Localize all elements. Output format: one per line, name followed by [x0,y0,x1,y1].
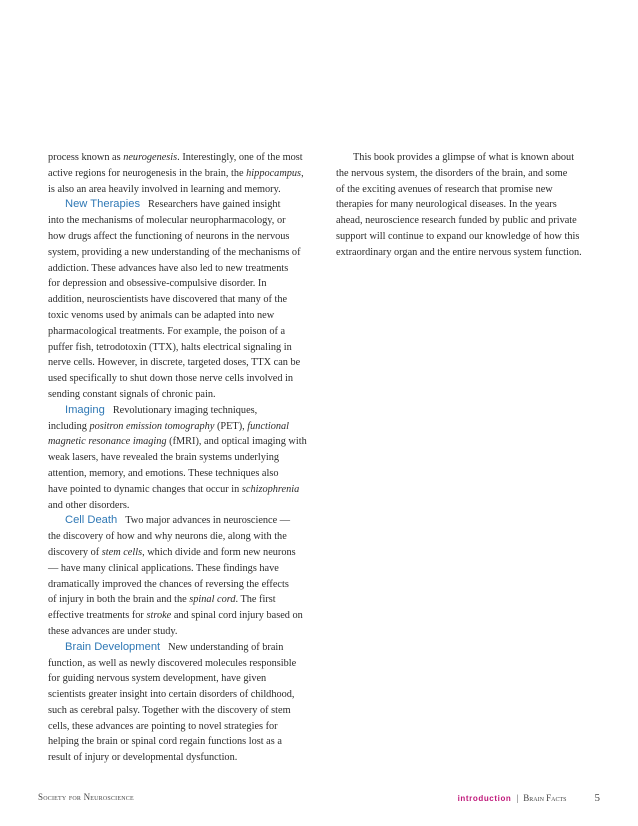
text-line: into the mechanisms of molecular neuropharmacology, or [48,215,286,227]
text-line: weak lasers, have revealed the brain systems underlying [48,452,280,464]
text-line: pharmacological treatments. For example, the poison of a [48,325,286,337]
footer-organization: Society for Neuroscience [38,792,134,802]
text-line: of injury in both the brain and the spinal cord. The first [48,594,276,606]
text-line: for depression and obsessive-compulsive disorder. In [48,278,267,290]
text-line: the nervous system, the disorders of the brain, and some [336,167,568,179]
heading-imaging: Imaging [65,403,105,416]
footer-separator: | [516,793,519,803]
text-line: attention, memory, and emotions. These techniques also [48,467,279,479]
right-column [336,150,594,261]
text-line: toxic venoms used by animals can be adapted into new [48,309,275,321]
paragraph-start: Cell Death Two major advances in neuroscience — [65,514,291,527]
text-line: discovery of stem cells, which divide and form new neurons [48,546,296,558]
text-line: have pointed to dynamic changes that occur in schizophrenia [48,483,300,495]
heading-new-therapies: New Therapies [65,198,141,211]
text-line: addition, neuroscientists have discovered that many of the [48,294,288,306]
text-line: addiction. These advances have also led to new treatments [48,262,289,274]
text-line: process known as neurogenesis. Interestingly, one of the most [48,152,303,163]
text-line: scientists greater insight into certain disorders of childhood, [48,689,295,701]
text-line: including positron emission tomography (PET), functional [48,420,290,432]
text-line: active regions for neurogenesis in the brain, the hippocampus, [48,167,304,179]
text-line: such as cerebral palsy. Together with the discovery of stem [48,704,291,716]
left-column [48,150,313,766]
footer-page-info [458,792,600,804]
text-line: result of injury or developmental dysfunction. [48,752,238,764]
footer-book-title: Brain Facts [523,793,567,803]
page-number: 5 [594,792,600,804]
text-line: — have many clinical applications. These findings have [48,562,279,574]
paragraph-start: Imaging Revolutionary imaging techniques, [65,403,258,416]
paragraph-start: New Therapies Researchers have gained insight [65,198,281,211]
text-line: extraordinary organ and the entire nervous system function. [336,246,582,258]
text-line: nerve cells. However, in discrete, targeted doses, TTX can be [48,357,301,369]
text-line: of the exciting avenues of research that promise new [336,183,553,195]
text-line: dramatically improved the chances of reversing the effects [48,578,289,590]
paragraph-start: Brain Development New understanding of brain [65,640,284,653]
text-line: used specifically to shut down those nerve cells involved in [48,373,294,385]
text-line: system, providing a new understanding of the mechanisms of [48,246,301,258]
text-line: helping the brain or spinal cord regain functions lost as a [48,736,282,748]
text-line: function, as well as newly discovered molecules responsible [48,657,297,669]
text-line: magnetic resonance imaging (fMRI), and optical imaging with [48,436,307,448]
heading-brain-development: Brain Development [65,640,161,653]
text-line: these advances are under study. [48,625,178,637]
text-line: sending constant signals of chronic pain. [48,388,216,400]
text-line: for guiding nervous system development, have given [48,673,267,685]
text-line: and other disorders. [48,499,130,511]
text-line: ahead, neuroscience research funded by public and private [336,215,577,227]
heading-cell-death: Cell Death [65,514,118,527]
text-line: support will continue to expand our knowledge of how this [336,230,580,242]
text-line: effective treatments for stroke and spinal cord injury based on [48,610,303,622]
text-line: how drugs affect the functioning of neurons in the nervous [48,230,290,242]
text-line: cells, these advances are pointing to novel strategies for [48,720,278,732]
text-line: This book provides a glimpse of what is known about [353,152,575,163]
text-line: puffer fish, tetrodotoxin (TTX), halts electrical signaling in [48,341,292,353]
footer-section-label: introduction [457,793,512,803]
text-line: is also an area heavily involved in learning and memory. [48,183,281,195]
text-line: the discovery of how and why neurons die, along with the [48,531,287,543]
text-line: therapies for many neurological diseases. In the years [336,199,557,211]
